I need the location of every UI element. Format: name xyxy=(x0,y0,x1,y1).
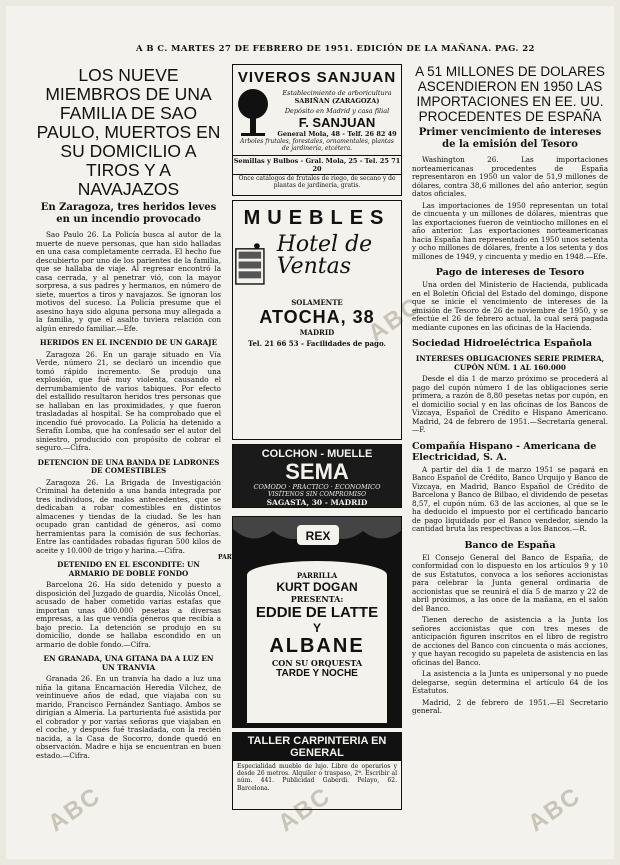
viveros-line: Depósito en Madrid y casa filial xyxy=(284,106,390,115)
viveros-catalog: Once catálogos de frutales de riego, de secano y de plantas de jardinería, gratis. xyxy=(238,175,396,189)
abc-watermark: ABC xyxy=(363,291,427,348)
left-section-heading: HERIDOS EN EL INCENDIO DE UN GARAJE xyxy=(39,338,218,347)
viveros-sanjuan-ad xyxy=(232,64,402,196)
right-section-heading: Sociedad Hidroeléctrica Española xyxy=(412,338,593,349)
taller-ad xyxy=(232,732,402,810)
right-section-subheading: INTERESES OBLIGACIONES SERIE PRIMERA, CUPÓN NÚM. 1 AL 160.000 xyxy=(415,354,605,372)
rex-line: PRESENTA: xyxy=(290,594,344,604)
colchon-line: VISÍTENOS SIN COMPROMISO xyxy=(267,491,367,498)
right-paragraph: Una orden del Ministerio de Hacienda, publicada en el Boletín Oficial del Estado del domingo, dispone que se inicie el vencimiento de intereses de la emisión de Tesoro de 26 de noviembre de 1950, y se efectúe el 26 de febrero actual, la cual será pagada mediante cupones en las oficinas de la Hacienda. xyxy=(412,280,608,332)
right-paragraph: Tienen derecho de asistencia a la Junta los señores accionistas que con tres meses de anticipación figuren inscritos en el libro de registro de acciones del Banco con cincuenta o más acciones, y que hayan recogido su papeleta de asistencia en las oficinas del Banco. xyxy=(412,615,608,667)
viveros-title: VIVEROS SANJUAN xyxy=(237,69,397,86)
right-section-heading: Pago de intereses de Tesoro xyxy=(435,267,585,278)
right-paragraph: Madrid, 2 de febrero de 1951.—El Secretario general. xyxy=(412,697,608,715)
rex-line: PARRILLA xyxy=(296,571,338,580)
right-subhead: Primer vencimiento de intereses de la emisión del Tesoro xyxy=(418,127,602,150)
left-paragraph: Sao Paulo 26. La Policía busca al autor de la muerte de nueve personas, que han sido halladas en una casa completamente cerrada. El hecho fue descubierto por uno de los parientes de la familia, que se hallaba de viaje. Al regresar encontró la casa cerrada, y al penetrar vió, con la mayor sorpresa, a sus padres y hermanos, en número de siete, muertos a tiros y navajazos. Se ignoran los motivos del suceso. La Policía presume que el asesino haya sido alguna persona muy allegada a la familia, y que el asalto tuviera relación con algún enredo familiar.—Efe. xyxy=(36,230,221,333)
colchon-brand: SEMA xyxy=(285,459,349,484)
right-paragraph: A partir del día 1 de marzo 1951 se pagará en Banco Español de Crédito, Banco Urquijo y Banco de Vizcaya, en Madrid, Banco Español de Crédito de Barcelona y Banco de Bilbao, el dividendo de pesetas 8,57, el cupón núm. 63 de las acciones, al que se le ha deducido el impuesto por el certificado bancario de pago liquidado por el Banco vendedor, siendo la cantidad bruta las respectivas a los Bancos.—R. xyxy=(412,464,608,533)
right-paragraph: Desde el día 1 de marzo próximo se procederá al pago del cupón número 1 de las obligaciones serie primera, a razón de 8,80 pesetas netas por cupón, en el domicilio social y en las oficinas de los Bancos de Vizcaya, Español de Crédito e Hispano Americano. Madrid, 24 de febrero de 1951.—Secretaría general.—F. xyxy=(412,374,608,434)
rex-line: CON SU ORQUESTA xyxy=(271,658,363,668)
viveros-name: F. SANJUAN xyxy=(298,114,376,130)
right-section-heading: Banco de España xyxy=(464,539,556,551)
left-section-heading: EN GRANADA, UNA GITANA DA A LUZ EN UN TRANVIA xyxy=(43,654,214,672)
left-section-heading: DETENIDO EN EL ESCONDITE: UN ARMARIO DE DOBLE FONDO xyxy=(57,560,200,578)
right-column xyxy=(412,64,608,719)
newspaper-page xyxy=(6,6,614,859)
left-paragraph: Granada 26. En un tranvía ha dado a luz una niña la gitana Encarnación Heredia Vílchez, de veintinueve años de edad, que viajaba con su marido, Francisco Fernández Santiago. Ambos se dirigían a Almería. La parturienta fué asistida por el cobrador y por varias señoras que viajaban en el coche, y después fué trasladada, con la recién nacida, a la Casa de Socorro, donde quedó en observación. Madre e hija se encuentran en buen estado.—Cifra. xyxy=(36,674,221,760)
right-paragraph: Washington 26. Las importaciones norteamericanas procedentes de España representaron en 1950 un valor de 51,9 millones de dólares, contra 38,6 millones del año anterior, según datos oficiales. xyxy=(412,155,608,198)
left-subhead: En Zaragoza, tres heridos leves en un incendio provocado xyxy=(40,202,217,225)
right-paragraph: Las importaciones de 1950 representan un total de cincuenta y un millones de dólares, mientras que las exportaciones fueron de veintiocho millones en el año anterior. Las exportaciones norteamericanas hacia España han representado en 1950 unos setenta y ocho millones de dólares, frente a los setenta y dos millones de 1949, y cincuenta y medio en 1948.—Efe. xyxy=(412,200,608,261)
viveros-items: Arboles frutales, forestales, ornamentales, plantas de jardinería, etcétera. xyxy=(240,138,394,152)
left-headline: LOS NUEVE MIEMBROS DE UNA FAMILIA DE SAO PAULO, MUERTOS EN SU DOMICILIO A TIROS Y A NAVAJAZOS xyxy=(36,65,221,199)
furniture-illustration xyxy=(233,234,267,296)
rex-ad xyxy=(232,516,402,728)
muebles-ad xyxy=(232,200,402,440)
muebles-address: ATOCHA, 38 xyxy=(259,307,375,327)
abc-watermark: ABC xyxy=(523,781,587,838)
colchon-line: COLCHON - MUELLE xyxy=(261,448,373,460)
left-section-heading: DETENCION DE UNA BANDA DE LADRONES DE COMESTIBLES xyxy=(37,457,220,475)
left-paragraph: Zaragoza 26. En un garaje situado en Vía Verde, número 21, se declaró un incendio que tomó rápido incremento. Se produjo una explosión, que fué muy violenta, causando el derrumbamiento de varios tabiques. Por efecto del estallido resultaron heridos tres personas que se hallaban en las proximidades, y que fueron trasladadas al hospital. Se ha comprobado que el incendio fué provocado. La Policía ha detenido a Serafín Lomba, que ha confesado ser el autor del siniestro, producido con propósito de cobrar el seguro.—Cifra. xyxy=(36,349,221,452)
muebles-phone: Tel. 21 66 53 - Facilidades de pago. xyxy=(248,339,386,348)
abc-watermark: ABC xyxy=(43,781,107,838)
rex-line: ALBANE xyxy=(269,635,365,657)
rex-line: EDDIE DE LATTE xyxy=(255,604,379,621)
middle-column xyxy=(232,64,402,814)
right-paragraph: El Consejo General del Banco de España, de conformidad con lo dispuesto en los artículos 9 y 10 de sus Estatutos, convoca a los señores accionistas para celebrar la Junta general ordinaria de accionistas que se reunirá el día 5 de marzo y 22 de abril próximos, a las once de la mañana, en el salón del Banco. xyxy=(412,552,608,613)
left-paragraph: Zaragoza 26. La Brigada de Investigación Criminal ha detenido a una banda integrada por tres individuos, de malos antecedentes, que se dedicaban a robar comestibles en distintos almacenes y tiendas de la ciudad. Se les han ocupado gran cantidad de géneros, así como herramientas para la comisión de sus fechorías. Entre las cantidades robadas figuran 500 kilos de aceite y 10.000 de trigo y harina.—Cifra. xyxy=(36,477,221,555)
muebles-title: MUEBLES xyxy=(243,207,391,229)
viveros-line: SABIÑAN (ZARAGOZA) xyxy=(294,96,380,105)
colchon-line: COMODO · PRACTICO · ECONOMICO xyxy=(253,483,381,491)
left-column xyxy=(36,64,221,763)
right-paragraph: La asistencia a la Junta es unipersonal y no puede delegarse, según determina el artículo 64 de los Estatutos. xyxy=(412,669,608,695)
right-section-heading: Compañía Hispano - Americana de Electricidad, S. A. xyxy=(412,440,597,463)
colchon-address: SAGASTA, 30 - MADRID xyxy=(266,498,368,507)
tree-icon xyxy=(233,86,273,138)
rex-line: KURT DOGAN xyxy=(276,580,358,594)
taller-title: TALLER CARPINTERIA EN GENERAL xyxy=(233,733,401,761)
ad-label: PARTE xyxy=(218,554,241,561)
abc-watermark: ABC xyxy=(273,781,337,838)
left-paragraph: Barcelona 26. Ha sido detenido y puesto a disposición del Juzgado de guardia, Nicolás Oncel, acusado de haber cometido varias estafas que importan unas 400.000 pesetas a diversas empresas, a las que vendía géneros que recibía a bajo precio. La detención se produjo en su domicilio, donde se hallaba escondido en un armario de doble fondo.—Cifra. xyxy=(36,580,221,649)
muebles-hotel: Hotel de Ventas xyxy=(276,232,373,279)
viveros-line: Establecimiento de arboricultura xyxy=(282,88,392,97)
colchon-sema-ad xyxy=(232,444,402,508)
viveros-address: General Mola, 48 - Telf. 26 82 49 xyxy=(277,129,397,138)
muebles-solamente: SOLAMENTE xyxy=(291,298,343,307)
page-header: A B C. MARTES 27 DE FEBRERO DE 1951. EDICIÓN DE LA MAÑANA. PAG. 22 xyxy=(136,44,535,54)
rex-line: Y xyxy=(312,621,321,635)
taller-body: Especialidad mueble de lujo. Libre de operarios y desde 26 metros. Alquiler o traspaso, 2ª. Escribir al núm. 441. Publicidad Gaberdi. Pelayo, 62. Barcelona. xyxy=(237,763,397,792)
viveros-seeds: Semillas y Bulbos - Gral. Mola, 25 - Tel. 25 71 20 xyxy=(233,157,401,173)
rex-sign: REX xyxy=(305,529,331,543)
right-headline: A 51 MILLONES DE DOLARES ASCENDIERON EN 1950 LAS IMPORTACIONES EN EE. UU. PROCEDENTES DE ESPAÑA xyxy=(415,64,605,124)
muebles-city: MADRID xyxy=(299,328,335,337)
rex-line: TARDE Y NOCHE xyxy=(276,668,358,679)
